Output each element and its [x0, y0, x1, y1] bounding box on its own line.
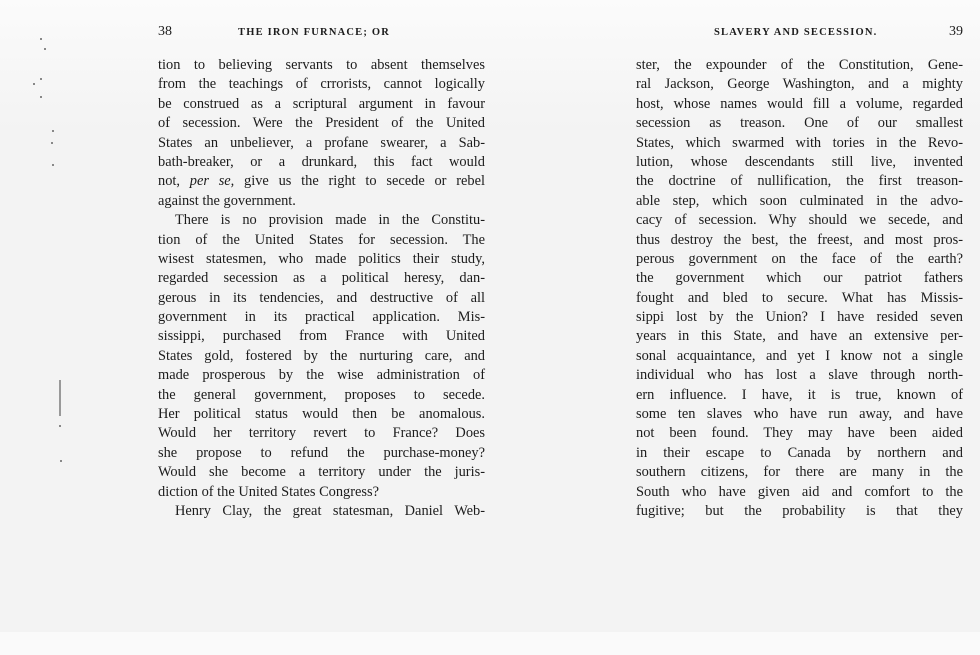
speck: [40, 96, 42, 98]
body-text-left: [158, 56, 485, 521]
text-line: wisest statesmen, who made politics their study,: [158, 250, 485, 267]
text-line: ster, the expounder of the Constitution, Gene-: [636, 57, 963, 73]
running-head-title-right: SLAVERY AND SECESSION.: [714, 27, 878, 38]
text-line: she propose to refund the purchase-money?: [158, 444, 485, 461]
text-line: be construed as a scriptural argument in favour: [158, 95, 485, 112]
text-line: thus destroy the best, the freest, and most pros-: [636, 231, 963, 248]
text-line: some ten slaves who have run away, and have: [636, 406, 963, 423]
scan-background-bottom: [0, 632, 980, 655]
text-line: ral Jackson, George Washington, and a mighty: [636, 76, 963, 93]
text-line: diction of the United States Congress?: [158, 483, 380, 500]
text-line: States an unbeliever, a profane swearer, a Sab-: [158, 134, 485, 151]
text-line: fought and bled to secure. What has Missis-: [636, 289, 963, 306]
text-line: ern influence. I have, it is true, known of: [636, 386, 963, 403]
text-line: against the government.: [158, 192, 296, 209]
text-segment: give us the right to secede or rebel: [234, 173, 485, 190]
text-line: cacy of secession. Why should we secede, and: [636, 212, 963, 229]
binding-margin-specks: [28, 30, 88, 510]
text-line: tion of the United States for secession. The: [158, 231, 485, 248]
page-number-right: 39: [949, 24, 963, 39]
text-line: [158, 172, 485, 191]
binding-line: [59, 380, 61, 416]
text-line: There is no provision made in the Constitu-: [175, 212, 485, 229]
text-line: fugitive; but the probability is that they: [636, 502, 963, 519]
speck: [52, 164, 54, 166]
text-line: States gold, fostered by the nurturing care, and: [158, 347, 485, 364]
speck: [44, 48, 46, 50]
speck: [40, 78, 42, 80]
text-line: sippi lost by the Union? I have resided seven: [636, 309, 963, 326]
text-line: able step, which soon culminated in the advo-: [636, 192, 963, 209]
text-line: southern citizens, for there are many in the: [636, 464, 963, 481]
body-text-right: [636, 56, 963, 521]
text-line: individual who has lost a slave through north-: [636, 367, 963, 384]
text-line: tion to believing servants to absent themselves: [158, 57, 485, 73]
text-line: South who have given aid and comfort to the: [636, 483, 963, 500]
text-line: lution, whose descendants still live, invented: [636, 153, 963, 170]
speck: [51, 142, 53, 144]
text-line: Her political status would then be anomalous.: [158, 406, 485, 423]
text-line: sonal acquaintance, and yet I know not a single: [636, 347, 963, 364]
text-line: government in its practical application. Mis-: [158, 309, 485, 326]
text-line: the general government, proposes to secede.: [158, 386, 485, 403]
text-line: not been found. They may have been aided: [636, 425, 963, 442]
text-line: regarded secession as a political heresy, dan-: [158, 270, 485, 287]
text-line: sissippi, purchased from France with United: [158, 328, 485, 345]
text-line: the government which our patriot fathers: [636, 270, 963, 287]
text-line: the doctrine of nullification, the first treason-: [636, 173, 963, 190]
text-line: States, which swarmed with tories in the Revo-: [636, 134, 963, 151]
text-segment: not,: [158, 173, 190, 190]
speck: [52, 130, 54, 132]
text-line: years in this State, and have an extensive per-: [636, 328, 963, 345]
text-line: in their escape to Canada by northern and: [636, 444, 963, 461]
text-line: bath-breaker, or a drunkard, this fact would: [158, 153, 485, 170]
speck: [33, 83, 35, 85]
text-line: secession as treason. One of our smallest: [636, 115, 963, 132]
text-line: gerous in its tendencies, and destructive of all: [158, 289, 485, 306]
text-line: from the teachings of crrorists, cannot logically: [158, 76, 485, 93]
text-line: Henry Clay, the great statesman, Daniel Web-: [175, 502, 485, 519]
text-line: Would her territory revert to France? Does: [158, 425, 485, 442]
running-head-title-left: THE IRON FURNACE; OR: [238, 27, 391, 38]
text-line: Would she become a territory under the juris-: [158, 464, 485, 481]
speck: [60, 460, 62, 462]
speck: [40, 38, 42, 40]
text-line: of secession. Were the President of the United: [158, 115, 485, 132]
text-line: made prosperous by the wise administration of: [158, 367, 485, 384]
text-line: perous government on the face of the earth?: [636, 250, 963, 267]
running-head-left: [158, 26, 485, 42]
speck: [59, 425, 61, 427]
running-head-right: [636, 26, 963, 42]
page-number-left: 38: [158, 24, 172, 39]
text-line: host, whose names would fill a volume, regarded: [636, 95, 963, 112]
italic-phrase: per se,: [189, 173, 235, 190]
